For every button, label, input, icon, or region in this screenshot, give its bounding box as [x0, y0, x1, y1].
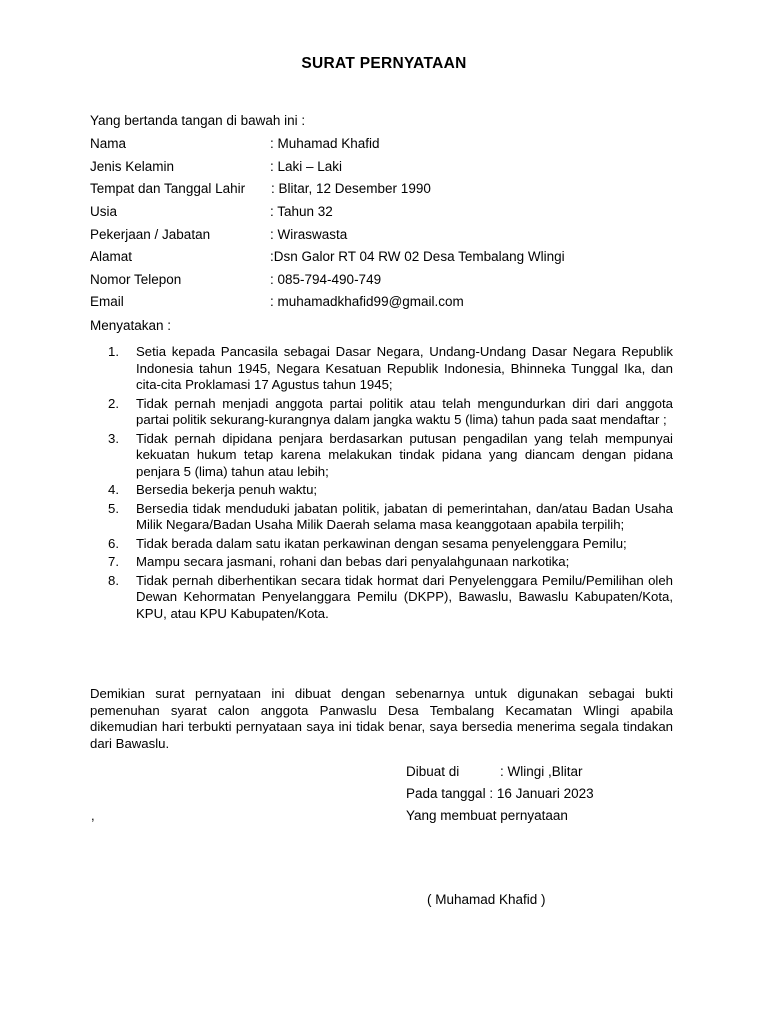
item-number: 7. — [108, 554, 119, 569]
list-item — [108, 501, 673, 534]
field-label: Nama — [90, 136, 127, 151]
field-label: Nomor Telepon — [90, 272, 182, 287]
field-value: : muhamadkhafid99@gmail.com — [270, 294, 464, 309]
field-label: Email — [90, 294, 124, 309]
dibuat-di-value: : Wlingi ,Blitar — [500, 764, 583, 779]
item-number: 8. — [108, 572, 119, 588]
dibuat-di-label: Dibuat di — [406, 764, 460, 779]
list-item — [108, 396, 673, 429]
list-item — [108, 344, 673, 394]
intro-text: Yang bertanda tangan di bawah ini : — [90, 113, 306, 128]
field-value: : Laki – Laki — [270, 159, 343, 174]
item-number: 6. — [108, 535, 119, 551]
item-number: 1. — [108, 344, 119, 359]
list-item — [108, 536, 673, 553]
list-item — [108, 573, 673, 623]
item-text: Bersedia tidak menduduki jabatan politik, jabatan di pemerintahan, dan/atau Badan Usaha Milik Negara/Badan Usaha Milik Daerah selama masa keanggotaan apabila terpilih; — [136, 500, 673, 532]
statement-list — [108, 344, 673, 624]
yang-membuat-label: Yang membuat pernyataan — [406, 808, 568, 823]
field-value: : 085-794-490-749 — [270, 272, 382, 287]
item-text: Bersedia bekerja penuh waktu; — [136, 482, 318, 497]
field-label: Pekerjaan / Jabatan — [90, 227, 211, 242]
pada-tanggal-line: Pada tanggal : 16 Januari 2023 — [406, 786, 594, 801]
document-title: SURAT PERNYATAAN — [301, 55, 467, 72]
item-number: 2. — [108, 395, 119, 411]
field-label: Alamat — [90, 249, 133, 264]
list-item — [108, 554, 673, 571]
menyatakan-label: Menyatakan : — [90, 318, 172, 333]
item-text: Tidak berada dalam satu ikatan perkawinan dengan sesama penyelenggara Pemilu; — [136, 535, 627, 551]
item-text: Tidak pernah dipidana penjara berdasarkan putusan pengadilan yang telah mempunyai kekuatan hukum tetap karena melakukan tindak pidana yang diancam dengan pidana penjara 5 (lima) tahun atau lebih; — [136, 430, 673, 479]
dibuat-di-line — [406, 764, 583, 779]
stray-comma: , — [91, 808, 95, 823]
item-number: 3. — [108, 430, 119, 446]
field-label: Usia — [90, 204, 118, 219]
field-value: : Muhamad Khafid — [270, 136, 380, 151]
item-text: Setia kepada Pancasila sebagai Dasar Negara, Undang-Undang Dasar Negara Republik Indonesia tahun 1945, Negara Kesatuan Republik Indonesia, Bhinneka Tunggal Ika, dan cita-cita Proklamasi 17 Agustus tahun 1945; — [136, 344, 673, 392]
item-number: 5. — [108, 500, 119, 516]
item-text: Tidak pernah menjadi anggota partai politik atau telah mengundurkan diri dari anggota partai politik sekurang-kurangnya dalam jangka waktu 5 (lima) tahun pada saat mendaftar ; — [136, 395, 673, 427]
item-text: Mampu secara jasmani, rohani dan bebas dari penyalahgunaan narkotika; — [136, 554, 570, 569]
field-value: : Blitar, 12 Desember 1990 — [271, 181, 431, 196]
field-value: : Wiraswasta — [270, 227, 348, 242]
item-text: Tidak pernah diberhentikan secara tidak hormat dari Penyelenggara Pemilu/Pemilihan oleh Dewan Kehormatan Penyelanggara Pemilu (DKPP), Bawaslu, Bawaslu Kabupaten/Kota, KPU, atau KPU Kabupaten/Kota. — [136, 572, 673, 621]
list-item — [108, 482, 673, 499]
signer-name: ( Muhamad Khafid ) — [427, 892, 546, 907]
field-label: Tempat dan Tanggal Lahir — [90, 181, 246, 196]
item-number: 4. — [108, 482, 119, 497]
field-label: Jenis Kelamin — [90, 159, 175, 174]
field-value: :Dsn Galor RT 04 RW 02 Desa Tembalang Wlingi — [270, 249, 565, 264]
list-item — [108, 431, 673, 481]
closing-paragraph: Demikian surat pernyataan ini dibuat dengan sebenarnya untuk digunakan sebagai bukti pemenuhan syarat calon anggota Panwaslu Desa Tembalang Kecamatan Wlingi apabila dikemudian hari terbukti pernyataan saya ini tidak benar, saya bersedia menerima segala tindakan dari Bawaslu. — [90, 686, 673, 751]
field-value: : Tahun 32 — [270, 204, 333, 219]
